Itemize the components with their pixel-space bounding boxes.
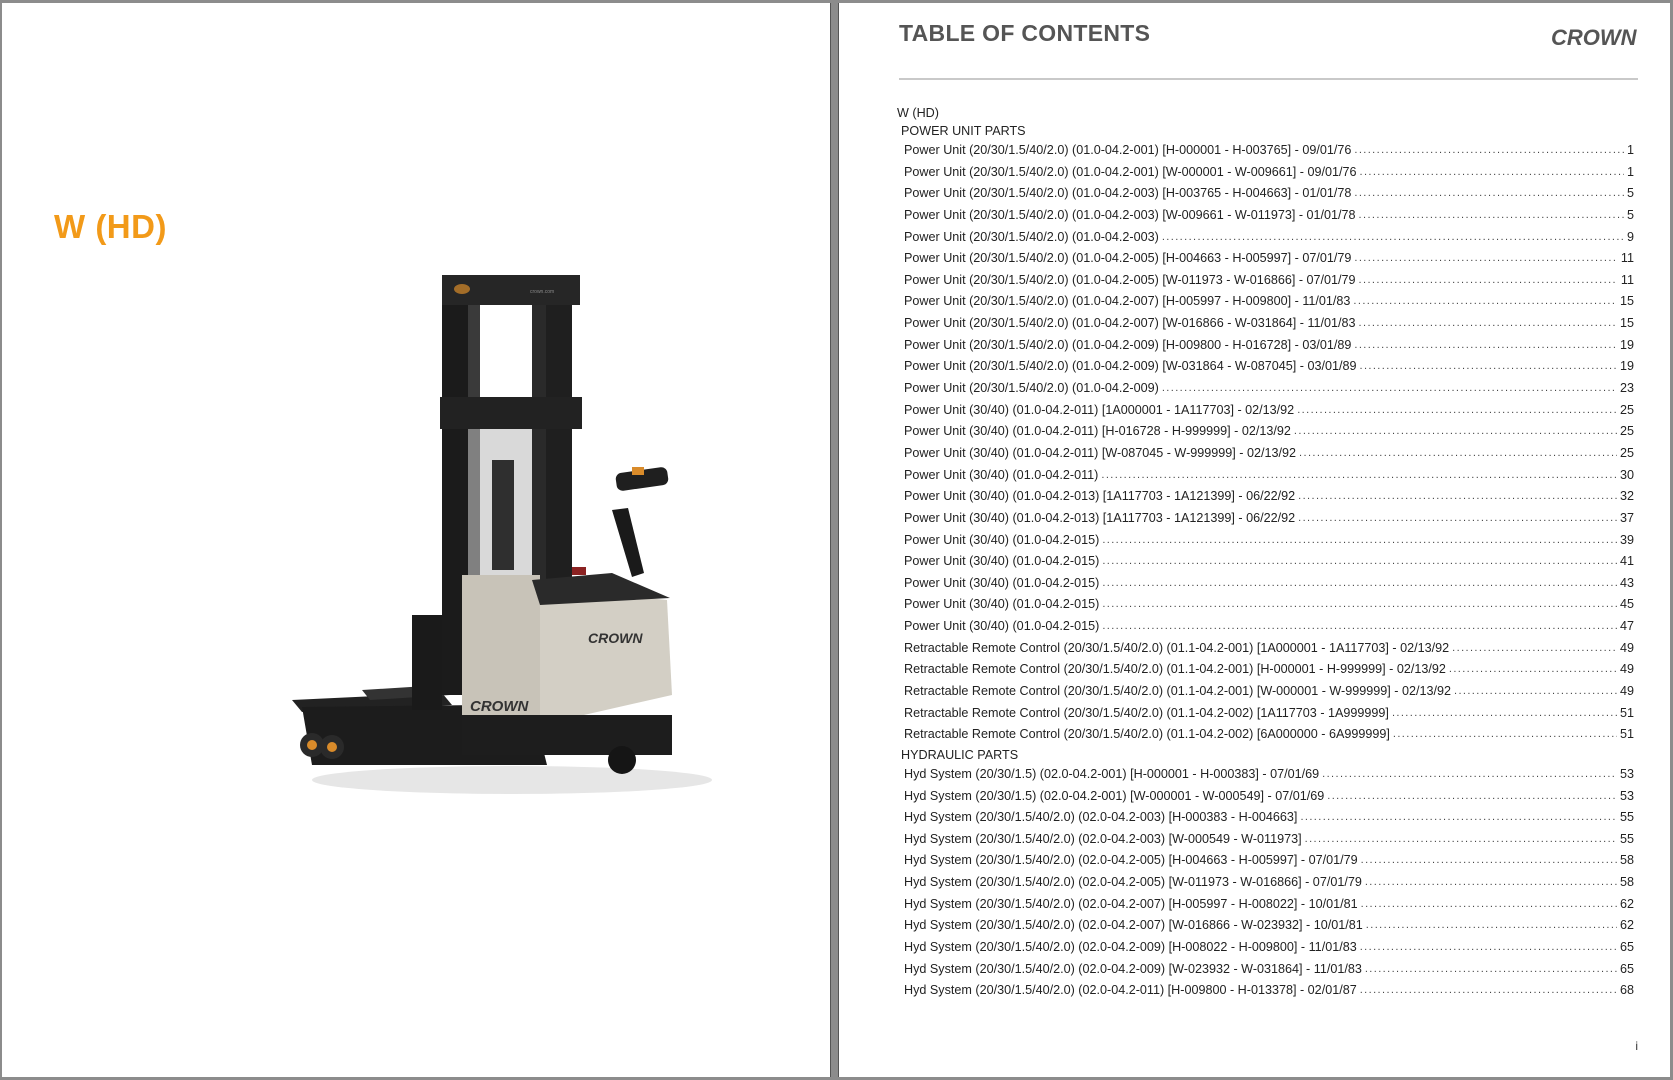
toc-leader-dots bbox=[1322, 764, 1617, 786]
toc-entry[interactable] bbox=[897, 227, 1634, 249]
toc-entry-page: 1 bbox=[1626, 142, 1634, 157]
cover-page bbox=[2, 3, 831, 1077]
toc-entry-title: Hyd System (20/30/1.5/40/2.0) (02.0-04.2-011) [H-009800 - H-013378] - 02/01/87 bbox=[904, 983, 1357, 998]
toc-entry-title: Retractable Remote Control (20/30/1.5/40/2.0) (01.1-04.2-001) [1A000001 - 1A117703] - 02/13/92 bbox=[904, 640, 1450, 655]
toc-entry-title: Power Unit (30/40) (01.0-04.2-015) bbox=[904, 575, 1100, 590]
toc-entry-title: Power Unit (30/40) (01.0-04.2-015) bbox=[904, 597, 1100, 612]
toc-entry[interactable] bbox=[897, 205, 1634, 227]
toc-leader-dots bbox=[1366, 915, 1617, 937]
toc-leader-dots bbox=[1298, 508, 1617, 530]
toc-entry-page: 62 bbox=[1619, 918, 1634, 933]
toc-leader-dots bbox=[1454, 681, 1617, 703]
toc-entry-title: Hyd System (20/30/1.5/40/2.0) (02.0-04.2-003) [W-000549 - W-011973] bbox=[904, 831, 1302, 846]
toc-entry-title: Hyd System (20/30/1.5) (02.0-04.2-001) [H-000001 - H-000383] - 07/01/69 bbox=[904, 766, 1320, 781]
toc-leader-dots bbox=[1294, 421, 1617, 443]
toc-leader-dots bbox=[1305, 829, 1617, 851]
toc-entry[interactable] bbox=[897, 937, 1634, 959]
toc-entry[interactable] bbox=[897, 356, 1634, 378]
toc-leader-dots bbox=[1101, 465, 1617, 487]
toc-entry-title: Power Unit (20/30/1.5/40/2.0) (01.0-04.2-009) [H-009800 - H-016728] - 03/01/89 bbox=[904, 337, 1352, 352]
toc-leader-dots bbox=[1102, 551, 1617, 573]
toc-entry[interactable] bbox=[897, 829, 1634, 851]
toc-entry[interactable] bbox=[897, 681, 1634, 703]
toc-entry[interactable] bbox=[897, 551, 1634, 573]
toc-entry[interactable] bbox=[897, 703, 1634, 725]
toc-leader-dots bbox=[1102, 530, 1617, 552]
toc-entry-page: 49 bbox=[1619, 662, 1634, 677]
svg-text:CROWN: CROWN bbox=[1551, 25, 1637, 50]
toc-entry-page: 11 bbox=[1620, 251, 1634, 266]
toc-entry-page: 43 bbox=[1619, 575, 1634, 590]
toc-entry-title: Power Unit (30/40) (01.0-04.2-015) bbox=[904, 619, 1100, 634]
toc-entry[interactable] bbox=[897, 573, 1634, 595]
toc-leader-dots bbox=[1360, 937, 1617, 959]
toc-leader-dots bbox=[1102, 594, 1617, 616]
toc-entry-page: 47 bbox=[1619, 619, 1634, 634]
toc-entry-page: 49 bbox=[1619, 684, 1634, 698]
toc-leader-dots bbox=[1353, 291, 1617, 313]
toc-entry[interactable] bbox=[897, 894, 1634, 916]
toc-entry-title: Hyd System (20/30/1.5/40/2.0) (02.0-04.2-007) [H-005997 - H-008022] - 10/01/81 bbox=[904, 896, 1358, 911]
toc-page bbox=[838, 3, 1670, 1077]
toc-leader-dots bbox=[1297, 400, 1617, 422]
toc-entry-page: 45 bbox=[1619, 597, 1634, 612]
toc-entry-page: 53 bbox=[1619, 766, 1634, 781]
toc-entry[interactable] bbox=[897, 248, 1634, 270]
toc-entry-page: 19 bbox=[1619, 359, 1634, 374]
toc-entry[interactable] bbox=[897, 872, 1634, 894]
toc-entry[interactable] bbox=[897, 959, 1634, 981]
toc-leader-dots bbox=[1361, 850, 1617, 872]
toc-leader-dots bbox=[1162, 378, 1617, 400]
toc-entry[interactable] bbox=[897, 378, 1634, 400]
toc-leader-dots bbox=[1354, 183, 1624, 205]
toc-entry-page: 15 bbox=[1619, 316, 1634, 331]
toc-entry-page: 51 bbox=[1619, 727, 1634, 742]
toc-entry[interactable] bbox=[897, 616, 1634, 638]
toc-machine-heading: W (HD) bbox=[897, 106, 939, 120]
toc-leader-dots bbox=[1354, 335, 1617, 357]
toc-entry-page: 1 bbox=[1626, 164, 1634, 179]
toc-entry[interactable] bbox=[897, 400, 1634, 422]
toc-entry-page: 58 bbox=[1619, 853, 1634, 868]
toc-entry-page: 65 bbox=[1619, 961, 1634, 976]
toc-entry[interactable] bbox=[897, 291, 1634, 313]
toc-entry[interactable] bbox=[897, 594, 1634, 616]
toc-entry-page: 41 bbox=[1619, 554, 1634, 569]
toc-entry-title: Power Unit (20/30/1.5/40/2.0) (01.0-04.2-001) [W-000001 - W-009661] - 09/01/76 bbox=[904, 164, 1357, 179]
title-divider bbox=[899, 78, 1638, 80]
toc-entry-title: Power Unit (30/40) (01.0-04.2-011) bbox=[904, 467, 1099, 482]
toc-entry[interactable] bbox=[897, 724, 1634, 746]
toc-leader-dots bbox=[1365, 959, 1617, 981]
toc-leader-dots bbox=[1300, 807, 1617, 829]
toc-entry-page: 30 bbox=[1619, 467, 1634, 482]
toc-entry-page: 58 bbox=[1619, 875, 1634, 890]
toc-leader-dots bbox=[1449, 659, 1617, 681]
toc-entry-page: 9 bbox=[1626, 229, 1634, 244]
toc-leader-dots bbox=[1359, 313, 1617, 335]
toc-entry-title: Hyd System (20/30/1.5/40/2.0) (02.0-04.2-007) [W-016866 - W-023932] - 10/01/81 bbox=[904, 918, 1363, 933]
toc-leader-dots bbox=[1354, 140, 1624, 162]
toc-entry[interactable] bbox=[897, 638, 1634, 660]
toc-entry-title: Retractable Remote Control (20/30/1.5/40/2.0) (01.1-04.2-002) [6A000000 - 6A999999] bbox=[904, 727, 1390, 742]
toc-leader-dots bbox=[1299, 443, 1617, 465]
toc-entry-page: 5 bbox=[1626, 186, 1634, 201]
cover-title: W (HD) bbox=[54, 208, 167, 245]
toc-entry[interactable] bbox=[897, 659, 1634, 681]
toc-leader-dots bbox=[1354, 248, 1618, 270]
toc-entry-page: 37 bbox=[1619, 510, 1634, 525]
toc-entry-page: 65 bbox=[1619, 940, 1634, 955]
toc-entry[interactable] bbox=[897, 335, 1634, 357]
toc-entry[interactable] bbox=[897, 421, 1634, 443]
toc-entry-title: Power Unit (20/30/1.5/40/2.0) (01.0-04.2-005) [W-011973 - W-016866] - 07/01/79 bbox=[904, 272, 1356, 287]
toc-entry[interactable] bbox=[897, 140, 1634, 162]
toc-leader-dots bbox=[1393, 724, 1617, 746]
toc-entry-title: Power Unit (20/30/1.5/40/2.0) (01.0-04.2-009) [W-031864 - W-087045] - 03/01/89 bbox=[904, 359, 1357, 374]
toc-entry-page: 5 bbox=[1626, 207, 1634, 222]
toc-entry-title: Power Unit (30/40) (01.0-04.2-011) [1A000001 - 1A117703] - 02/13/92 bbox=[904, 402, 1295, 417]
machine-logo: CROWN bbox=[588, 630, 643, 646]
toc-entry-page: 39 bbox=[1619, 532, 1634, 547]
toc-entry-page: 55 bbox=[1619, 831, 1634, 846]
toc-entry[interactable] bbox=[897, 183, 1634, 205]
toc-entry-page: 11 bbox=[1620, 272, 1634, 287]
toc-entry[interactable] bbox=[897, 465, 1634, 487]
toc-entry-page: 23 bbox=[1619, 381, 1634, 396]
toc-entry-page: 55 bbox=[1619, 810, 1634, 825]
toc-leader-dots bbox=[1162, 227, 1624, 249]
toc-entry-page: 68 bbox=[1619, 983, 1634, 998]
toc-entry-title: Hyd System (20/30/1.5) (02.0-04.2-001) [W-000001 - W-000549] - 07/01/69 bbox=[904, 788, 1325, 803]
toc-entry[interactable] bbox=[897, 443, 1634, 465]
toc-leader-dots bbox=[1327, 786, 1617, 808]
toc-entry-title: Retractable Remote Control (20/30/1.5/40/2.0) (01.1-04.2-002) [1A117703 - 1A999999] bbox=[904, 705, 1389, 720]
toc-entry-page: 53 bbox=[1619, 788, 1634, 803]
toc-entry-page: 25 bbox=[1619, 445, 1634, 460]
mast-logo: CROWN bbox=[470, 698, 529, 715]
toc-entry[interactable] bbox=[897, 486, 1634, 508]
page-number: i bbox=[1635, 1039, 1638, 1053]
toc-leader-dots bbox=[1360, 980, 1617, 1002]
toc-entry[interactable] bbox=[897, 807, 1634, 829]
toc-entry-title: Hyd System (20/30/1.5/40/2.0) (02.0-04.2-005) [W-011973 - W-016866] - 07/01/79 bbox=[904, 875, 1362, 890]
toc-leader-dots bbox=[1298, 486, 1617, 508]
forklift-illustration bbox=[292, 275, 732, 835]
toc-entry[interactable] bbox=[897, 162, 1634, 184]
toc-entry[interactable] bbox=[897, 786, 1634, 808]
toc-leader-dots bbox=[1359, 270, 1618, 292]
toc-entry-title: Hyd System (20/30/1.5/40/2.0) (02.0-04.2-009) [H-008022 - H-009800] - 11/01/83 bbox=[904, 940, 1357, 955]
toc-entry-title: Power Unit (30/40) (01.0-04.2-013) [1A117703 - 1A121399] - 06/22/92 bbox=[904, 510, 1296, 525]
toc-entry[interactable] bbox=[897, 764, 1634, 786]
toc-entry-title: Power Unit (20/30/1.5/40/2.0) (01.0-04.2-003) [H-003765 - H-004663] - 01/01/78 bbox=[904, 186, 1352, 201]
toc-entry-title: Hyd System (20/30/1.5/40/2.0) (02.0-04.2-003) [H-000383 - H-004663] bbox=[904, 810, 1298, 825]
toc-entry-page: 32 bbox=[1619, 489, 1634, 504]
svg-text:crown.com: crown.com bbox=[530, 289, 555, 295]
toc-title: TABLE OF CONTENTS bbox=[899, 20, 1151, 46]
toc-entry-title: Power Unit (30/40) (01.0-04.2-015) bbox=[904, 554, 1100, 569]
toc-entry-page: 51 bbox=[1619, 705, 1634, 720]
toc-entry-title: Retractable Remote Control (20/30/1.5/40/2.0) (01.1-04.2-001) [H-000001 - H-999999] - 02/13/92 bbox=[904, 662, 1446, 677]
toc-section-heading: POWER UNIT PARTS bbox=[901, 124, 1026, 138]
toc-entry-title: Power Unit (30/40) (01.0-04.2-013) [1A117703 - 1A121399] - 06/22/92 bbox=[904, 489, 1296, 504]
toc-entry-title: Power Unit (20/30/1.5/40/2.0) (01.0-04.2-007) [W-016866 - W-031864] - 11/01/83 bbox=[904, 316, 1356, 331]
toc-leader-dots bbox=[1359, 205, 1624, 227]
toc-entry-title: Power Unit (30/40) (01.0-04.2-011) [H-016728 - H-999999] - 02/13/92 bbox=[904, 424, 1291, 439]
toc-entry-title: Power Unit (20/30/1.5/40/2.0) (01.0-04.2-007) [H-005997 - H-009800] - 11/01/83 bbox=[904, 294, 1351, 309]
toc-entry-page: 19 bbox=[1619, 337, 1634, 352]
toc-entry[interactable] bbox=[897, 313, 1634, 335]
toc-leader-dots bbox=[1359, 356, 1617, 378]
toc-leader-dots bbox=[1392, 703, 1617, 725]
toc-entry[interactable] bbox=[897, 980, 1634, 1002]
toc-section-heading: HYDRAULIC PARTS bbox=[901, 747, 1019, 762]
toc-leader-dots bbox=[1361, 894, 1617, 916]
crown-logo bbox=[1551, 23, 1637, 51]
toc-entry-title: Power Unit (20/30/1.5/40/2.0) (01.0-04.2-003) [W-009661 - W-011973] - 01/01/78 bbox=[904, 207, 1356, 222]
toc-entry[interactable] bbox=[897, 530, 1634, 552]
toc-entry[interactable] bbox=[897, 915, 1634, 937]
toc-list bbox=[897, 104, 1634, 1002]
toc-leader-dots bbox=[1102, 616, 1617, 638]
toc-leader-dots bbox=[1359, 162, 1624, 184]
toc-leader-dots bbox=[1102, 573, 1617, 595]
toc-entry[interactable] bbox=[897, 851, 1634, 873]
toc-entry-title: Retractable Remote Control (20/30/1.5/40/2.0) (01.1-04.2-001) [W-000001 - W-999999] - 02/13/92 bbox=[904, 684, 1451, 698]
toc-entry-title: Hyd System (20/30/1.5/40/2.0) (02.0-04.2-009) [W-023932 - W-031864] - 11/01/83 bbox=[904, 961, 1362, 976]
toc-entry-page: 25 bbox=[1619, 402, 1634, 417]
toc-entry-page: 15 bbox=[1619, 294, 1634, 309]
toc-leader-dots bbox=[1365, 872, 1617, 894]
toc-leader-dots bbox=[1452, 638, 1617, 660]
toc-entry-page: 25 bbox=[1619, 424, 1634, 439]
toc-entry-page: 49 bbox=[1619, 640, 1634, 655]
toc-entry-title: Power Unit (20/30/1.5/40/2.0) (01.0-04.2-009) bbox=[904, 381, 1159, 396]
toc-entry-page: 62 bbox=[1619, 896, 1634, 911]
toc-entry-title: Power Unit (20/30/1.5/40/2.0) (01.0-04.2-001) [H-000001 - H-003765] - 09/01/76 bbox=[904, 142, 1352, 157]
toc-entry-title: Power Unit (30/40) (01.0-04.2-015) bbox=[904, 532, 1100, 547]
toc-entry-title: Power Unit (20/30/1.5/40/2.0) (01.0-04.2-005) [H-004663 - H-005997] - 07/01/79 bbox=[904, 251, 1352, 266]
toc-entry-title: Hyd System (20/30/1.5/40/2.0) (02.0-04.2-005) [H-004663 - H-005997] - 07/01/79 bbox=[904, 853, 1358, 868]
toc-entry[interactable] bbox=[897, 508, 1634, 530]
toc-entry-title: Power Unit (30/40) (01.0-04.2-011) [W-087045 - W-999999] - 02/13/92 bbox=[904, 445, 1297, 460]
toc-entry[interactable] bbox=[897, 270, 1634, 292]
toc-entry-title: Power Unit (20/30/1.5/40/2.0) (01.0-04.2-003) bbox=[904, 229, 1159, 244]
